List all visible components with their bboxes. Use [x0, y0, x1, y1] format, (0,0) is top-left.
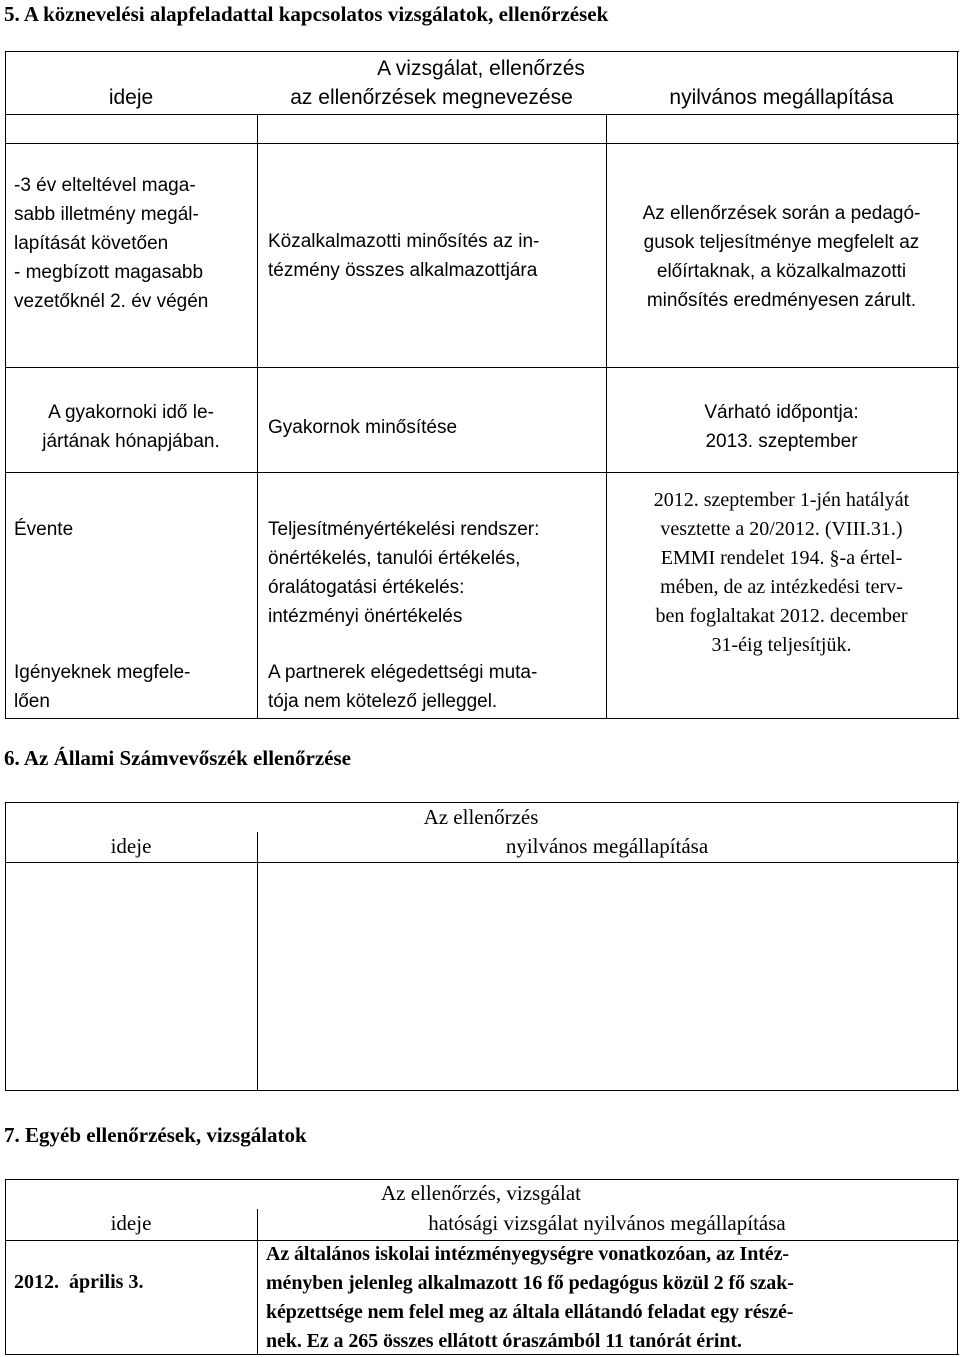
table-cell-name: A partnerek elégedettségi muta- tója nem kötelező jelleggel.	[268, 662, 538, 712]
table-cell-findings: Várható időpontja: 2013. szeptember	[704, 402, 859, 452]
column-header-time: ideje	[108, 86, 154, 109]
table-cell-name: Gyakornok minősítése	[268, 417, 458, 438]
column-header-findings: nyilvános megállapítása	[669, 86, 894, 109]
column-header-time: ideje	[110, 1211, 152, 1235]
table-cell-time: 2012. április 3.	[14, 1271, 144, 1293]
table-group-header: Az ellenőrzés, vizsgálat	[381, 1181, 581, 1205]
column-header-time: ideje	[110, 834, 152, 858]
table-cell-name: Közalkalmazotti minősítés az in- tézmény összes alkalmazottjára	[268, 231, 540, 281]
section7-title: 7. Egyéb ellenőrzések, vizsgálatok	[4, 1123, 307, 1147]
table-group-header: A vizsgálat, ellenőrzés	[377, 57, 585, 80]
table-cell-time: -3 év elteltével maga- sabb illetmény megál- lapítását követően - megbízott magasabb vezetőknél 2. év végén	[14, 175, 209, 312]
table-cell-findings: Az általános iskolai intézményegységre vonatkozóan, az Intéz- ményben jelenleg alkalmazott 16 fő pedagógus közül 2 fő szak- képzettsége nem felel meg az általa ellátandó feladat egy részé- nek. Ez a 265 összes ellátott óraszámból 11 tanórát érint.	[266, 1243, 794, 1352]
table-cell-findings: 2012. szeptember 1-jén hatályát vesztette a 20/2012. (VIII.31.) EMMI rendelet 194. §-a értel- mében, de az intézkedési terv- ben foglaltakat 2012. december 31-éig teljesítjük.	[653, 489, 910, 656]
section6-title: 6. Az Állami Számvevőszék ellenőrzése	[4, 746, 351, 770]
table-cell-time: Igényeknek megfele- lően	[14, 662, 191, 712]
column-header-findings: hatósági vizsgálat nyilvános megállapítása	[428, 1211, 786, 1235]
column-header-findings: nyilvános megállapítása	[505, 834, 709, 858]
table-cell-time: A gyakornoki idő le- jártának hónapjában.	[42, 402, 220, 452]
table-cell-findings: Az ellenőrzések során a pedagó- gusok teljesítménye megfelelt az előírtaknak, a közalkalmazotti minősítés eredményesen zárult.	[642, 203, 921, 311]
table-cell-name: Teljesítményértékelési rendszer: önértékelés, tanulói értékelés, óralátogatási értékelés: intézményi önértékelés	[268, 519, 540, 627]
table-cell-time: Évente	[14, 519, 74, 540]
section5-title: 5. A köznevelési alapfeladattal kapcsolatos vizsgálatok, ellenőrzések	[4, 2, 609, 26]
table-group-header: Az ellenőrzés	[423, 805, 539, 829]
column-header-name: az ellenőrzések megnevezése	[290, 86, 573, 109]
